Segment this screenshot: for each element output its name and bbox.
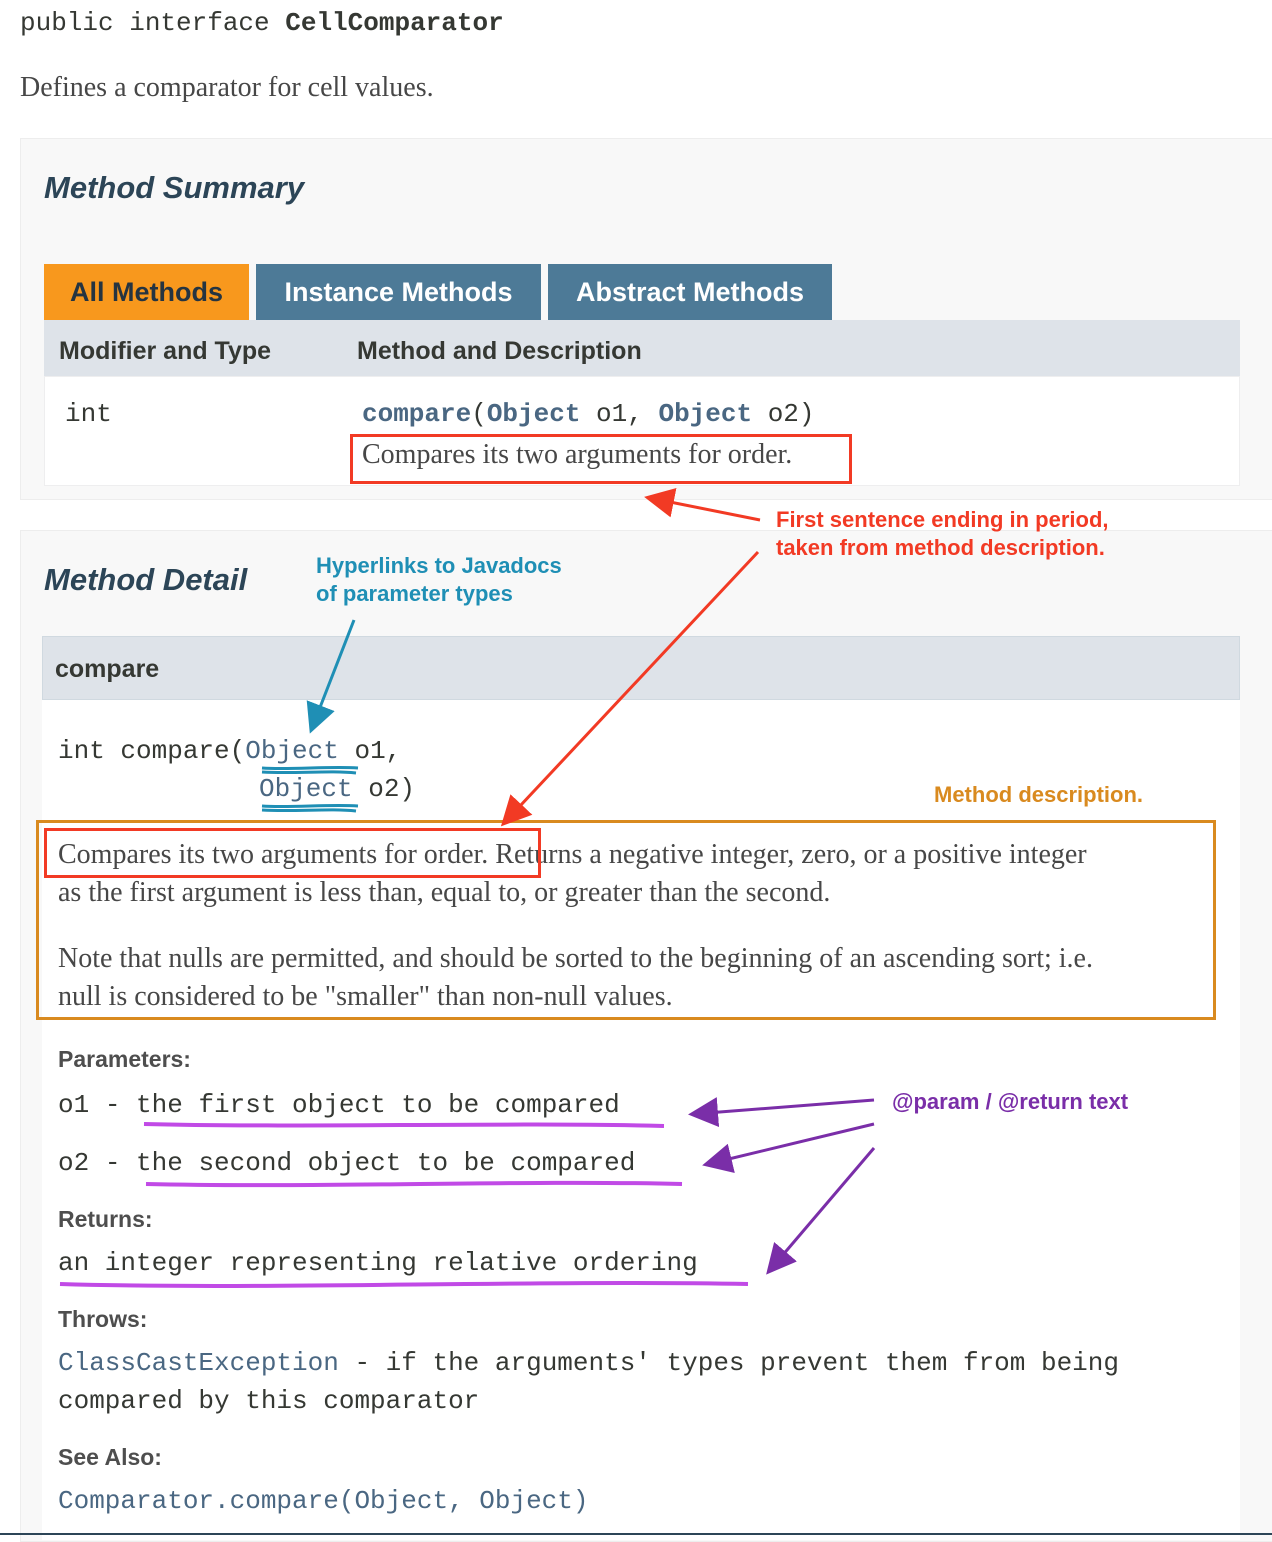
- throws-exception-link[interactable]: ClassCastException: [58, 1348, 339, 1378]
- detail-first-sentence: Compares its two arguments for order.: [58, 839, 489, 870]
- arrow-to-detail-sentence: [505, 552, 758, 822]
- arrow-to-param-o1: [694, 1100, 874, 1114]
- column-modifier-and-type: Modifier and Type: [59, 337, 272, 365]
- summary-method-link[interactable]: compare: [362, 399, 472, 429]
- arrow-to-param-types: [312, 620, 354, 728]
- summary-param2-type-link[interactable]: Object: [658, 399, 753, 429]
- param-o1-separator: -: [89, 1090, 137, 1120]
- summary-param1-name: o1,: [580, 399, 659, 429]
- method-detail-heading: compare: [55, 655, 160, 683]
- tab-abstract-methods[interactable]: Abstract Methods: [548, 264, 832, 320]
- annotation-first-sentence-line2: taken from method description.: [776, 535, 1105, 560]
- summary-first-sentence: Compares its two arguments for order.: [362, 439, 793, 470]
- see-also-label: See Also:: [58, 1444, 162, 1470]
- annotation-hyperlinks-line1: Hyperlinks to Javadocs: [316, 553, 562, 578]
- returns-label: Returns:: [58, 1206, 153, 1232]
- method-summary-title: Method Summary: [44, 170, 305, 205]
- detail-note-line2: null is considered to be "smaller" than non-null values.: [58, 981, 673, 1012]
- underline-returns: [60, 1283, 748, 1286]
- underline-param1-type: [262, 767, 358, 773]
- arrow-to-param-o2: [708, 1124, 874, 1164]
- param-o2-name: o2: [58, 1148, 90, 1178]
- tab-instance-methods[interactable]: Instance Methods: [256, 264, 541, 320]
- param-o1-name: o1: [58, 1090, 90, 1120]
- summary-open-paren: (: [471, 399, 487, 429]
- arrow-to-summary-sentence: [650, 498, 760, 520]
- summary-param1-type-link[interactable]: Object: [486, 399, 581, 429]
- detail-param2-type-link[interactable]: Object: [259, 774, 353, 804]
- parameters-label: Parameters:: [58, 1046, 191, 1072]
- summary-modifier: int: [65, 399, 112, 429]
- detail-param2-name: o2): [352, 774, 416, 804]
- param-o1-description: the first object to be compared: [136, 1090, 620, 1120]
- annotation-first-sentence-line1: First sentence ending in period,: [776, 507, 1109, 532]
- see-also-link[interactable]: Comparator.compare(Object, Object): [58, 1486, 589, 1516]
- signature-prefix: public interface: [20, 8, 286, 38]
- annotation-param-return: @param / @return text: [892, 1089, 1129, 1114]
- summary-param2-name: o2): [752, 399, 815, 429]
- detail-param1-name: o1,: [338, 736, 402, 766]
- underline-param2-type: [262, 805, 358, 811]
- annotation-method-description: Method description.: [934, 782, 1143, 807]
- arrow-to-returns: [770, 1148, 874, 1270]
- tab-all-methods[interactable]: All Methods: [44, 264, 249, 320]
- interface-name: CellComparator: [285, 8, 504, 38]
- method-detail-title: Method Detail: [44, 562, 248, 597]
- throws-line2: compared by this comparator: [58, 1386, 480, 1416]
- underline-param-o1: [144, 1124, 664, 1126]
- throws-description: - if the arguments' types prevent them from being: [338, 1348, 1119, 1378]
- annotation-hyperlinks-line2: of parameter types: [316, 581, 513, 606]
- detail-description-rest: Returns a negative integer, zero, or a positive integer: [488, 839, 1087, 870]
- param-o2-description: the second object to be compared: [136, 1148, 636, 1178]
- detail-note-line1: Note that nulls are permitted, and should be sorted to the beginning of an ascending sort; i.e.: [58, 943, 1093, 974]
- underline-param-o2: [146, 1183, 682, 1185]
- returns-description: an integer representing relative ordering: [58, 1248, 698, 1278]
- column-method-and-description: Method and Description: [357, 337, 642, 365]
- detail-signature-prefix: int compare(: [58, 736, 246, 766]
- detail-description-line2: as the first argument is less than, equal to, or greater than the second.: [58, 877, 831, 908]
- throws-label: Throws:: [58, 1306, 148, 1332]
- interface-description: Defines a comparator for cell values.: [20, 72, 434, 103]
- param-o2-separator: -: [89, 1148, 137, 1178]
- detail-param1-type-link[interactable]: Object: [245, 736, 339, 766]
